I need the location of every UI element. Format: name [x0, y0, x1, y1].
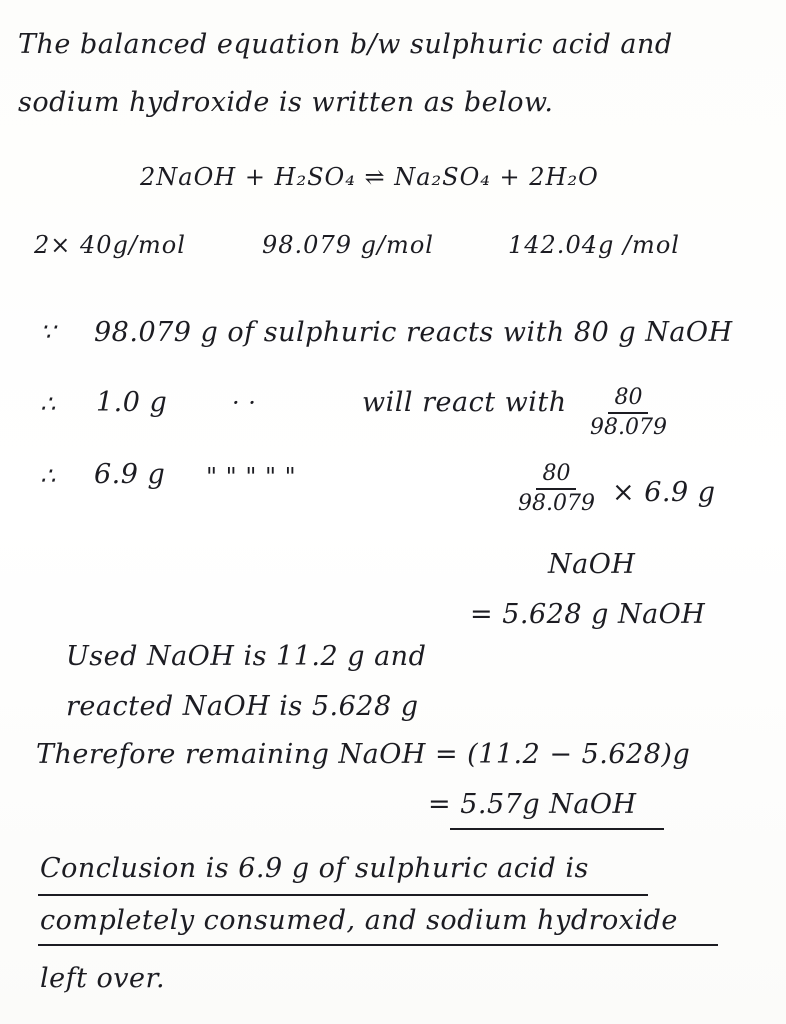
ditto-marks-1: · · — [232, 389, 257, 417]
naoh-label: NaOH — [548, 549, 636, 580]
balanced-equation: 2NaOH + H₂SO₄ ⇌ Na₂SO₄ + 2H₂O — [140, 163, 599, 191]
ratio-line-2-text: will react with — [362, 387, 567, 418]
molar-mass-naoh: 2× 40g/mol — [34, 231, 186, 259]
intro-line-2: sodium hydroxide is written as below. — [18, 87, 554, 118]
because-symbol: ∵ — [40, 318, 58, 346]
ratio-line-3-amount: 6.9 g — [94, 459, 166, 490]
remaining-line-2: reacted NaOH is 5.628 g — [66, 691, 419, 722]
fraction-denominator: 98.079 — [518, 491, 595, 516]
remaining-line-4: = 5.57g NaOH — [428, 789, 637, 820]
remaining-line-1: Used NaOH is 11.2 g and — [66, 641, 427, 672]
ratio-line-1: 98.079 g of sulphuric reacts with 80 g NaOH — [94, 317, 733, 348]
ditto-marks-2: " " " " " — [206, 463, 297, 491]
intro-line-1: The balanced equation b/w sulphuric acid and — [18, 29, 673, 60]
fraction-80-over-98-times — [518, 460, 595, 518]
conclusion-line-2: completely consumed, and sodium hydroxide — [40, 905, 678, 936]
fraction-numerator: 80 — [536, 460, 576, 490]
conclusion-line-3: left over. — [40, 963, 166, 994]
therefore-symbol-1: ∴ — [40, 390, 58, 418]
therefore-symbol-2: ∴ — [40, 462, 58, 490]
molar-mass-na2so4: 142.04g /mol — [508, 231, 680, 259]
fraction-numerator: 80 — [608, 384, 648, 414]
fraction-denominator: 98.079 — [590, 415, 667, 440]
multiplier: × 6.9 g — [612, 477, 716, 508]
remaining-line-3: Therefore remaining NaOH = (11.2 − 5.628)g — [36, 739, 691, 770]
molar-mass-h2so4: 98.079 g/mol — [262, 231, 434, 259]
conclusion-underline-2 — [38, 944, 718, 946]
ratio-line-2-amount: 1.0 g — [96, 387, 168, 418]
answer-underline — [450, 828, 664, 830]
conclusion-underline-1 — [38, 894, 648, 896]
fraction-80-over-98 — [590, 384, 667, 442]
ratio-result: = 5.628 g NaOH — [470, 599, 706, 630]
conclusion-line-1: Conclusion is 6.9 g of sulphuric acid is — [40, 853, 589, 884]
